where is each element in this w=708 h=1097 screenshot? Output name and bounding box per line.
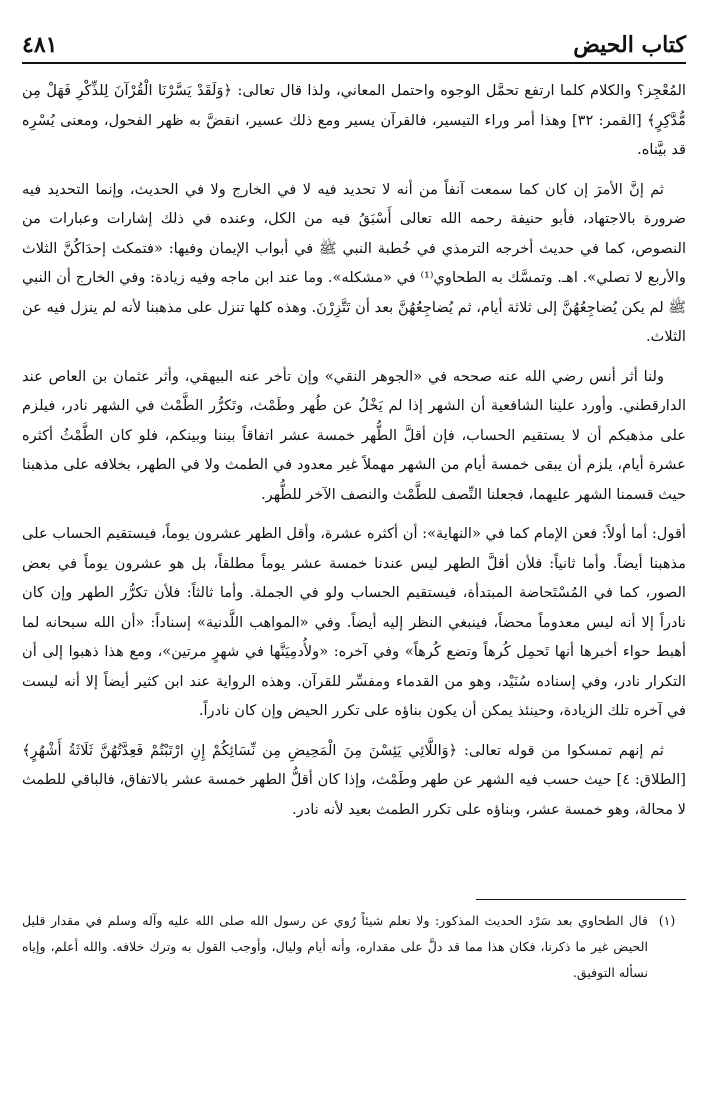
- footnote-text: قال الطحاوي بعد سَرْد الحديث المذكور: ولا نعلم شيئاً رُوي عن رسول الله صلى الله عليه وآله وسلم في مقدار قليل الحيض غير ما ذكرنا، فكان هذا مما قد دلَّ على مقداره، وأنه أيام وليال، وأوجب القول به وترك خلافه. والله أعلم، وإياه نسأله التوفيق.: [22, 913, 648, 980]
- footnote-marker: (١): [658, 913, 676, 928]
- footnote-separator: [476, 899, 686, 900]
- main-text: [22, 76, 686, 834]
- running-title: كتاب الحيض: [573, 32, 686, 58]
- paragraph-2: ثم إنَّ الأمرَ إن كان كما سمعت آنفاً من أنه لا تحديد فيه لا في الخارج ولا في الحديث، وإنما التحديد فيه ضرورة بالاجتهاد، فأبو حنيفة رحمه الله تعالى أَسْبَقُ فيه من الكل، وعنده في ذلك إشارات وعبارات من النصوص، كما في حديث أخرجه الترمذي في خُطبة النبي ﷺ في أبواب الإيمان وفيها: «فتمكث إحدَاكُنَّ الثلاث والأربع لا تصلي». اهـ. وتمسَّك به الطحاوي⁽¹⁾ في «مشكله». وما عند ابن ماجه وفيه زيادة: وفي الخارج أن النبي ﷺ لم يكن يُضاجِعُهُنَّ إلى ثلاثة أيام، ثم يُضاجِعُهُنَّ بعد أن تَتَّزِرْنَ. وهذه كلها تنزل على مذهبنا لأنه لم ينزل فيه عن الثلاث.: [22, 180, 686, 345]
- page-header: [22, 10, 686, 64]
- paragraph-5: ثم إنهم تمسكوا من قوله تعالى: ﴿وَاللَّائِي يَئِسْنَ مِنَ الْمَحِيضِ مِن نِّسَائِكُمْ إِنِ ارْتَبْتُمْ فَعِدَّتُهُنَّ ثَلَاثَةُ أَشْهُرٍ﴾ [الطلاق: ٤] حيث حسب فيه الشهر عن طهر وطَمْث، وإذا كان أقلُّ الطهر خمسة عشر بالاتفاق، فالباقي للطمث لا محالة، وهو خمسة عشر، وبناؤه على تكرر الطمث بعيد لأنه نادر.: [22, 741, 686, 818]
- paragraph-1: المُعْجِز؟ والكلام كلما ارتفع تحمَّل الوجوه واحتمل المعاني، ولذا قال تعالى: ﴿وَلَقَدْ يَسَّرْنَا الْقُرْآنَ لِلذِّكْرِ فَهَلْ مِن مُّدَّكِرٍ﴾ [القمر: ٣٢] وهذا أمر وراء التيسير، فالقرآن يسير ومع ذلك عسير، انقضَّ به ظهر الفحول، ومعنى يُسْرِه قد بيَّناه.: [22, 82, 686, 158]
- paragraph-4: أقول: أما أولاً: فعن الإمام كما في «النهاية»: أن أكثره عشرة، وأقل الطهر عشرون يوماً، فيستقيم الحساب على مذهبنا أيضاً. وأما ثانياً: فلأن أقلَّ الطهر ليس عندنا خمسة عشر يوماً مطلقاً، بل هو عشرون يوماً في بعض الصور، كما في المُسْتَحاضة المبتدأة، فيستقيم الحساب ولو في الجملة. وأما ثالثاً: فلأن تكرُّر الطهر وإن كان نادراً إلا أنه ليس معدوماً محضاً، فينبغي النظر إليه أيضاً. وفي «المواهب اللَّدنية» إسناداً: «أن الله سبحانه لما أهبط حواء أخبرها أنها تَحمِل كُرهاً وتضع كُرهاً» وفي آخره: «ولأُدمِيَنَّها في شهرٍ مرتين»، ومع هذا ذهبوا إلى أن التكرار نادر، وفي إسناده سُنَيْد، وهو من القدماء ومفسِّر للقرآن. وهذه الرواية عند ابن كثير أيضاً إلا أنه ليست في آخره تلك الزيادة، وحينئذ يمكن أن يكون بناؤه على تكرر الحيض وإن كان نادراً.: [22, 525, 686, 719]
- footnote: [22, 908, 686, 986]
- paragraph-3: ولنا أثر أنس رضي الله عنه صححه في «الجوهر النقي» وإن تأخر عنه البيهقي، وأثر عثمان بن العاص عند الدارقطني. وأورد علينا الشافعية أن الشهر إذا لم يَخْلُ عن طُهر وطَمْث، وتَكرُّر الطَّمْث في الشهر نادر، فيلزم على مذهبكم أن لا يستقيم الحساب، فإن أقلَّ الطُّهر خمسة عشر اتفاقاً بيننا وبينكم، فلو كان الطَّمْثُ أكثره عشرة أيام، يلزم أن يبقى خمسة أيام من الشهر مهملاً غير معدود في الطمث ولا في الطهر، بخلافه على مذهبنا حيث قسمنا الشهر عليهما، فجعلنا النِّصف للطَّمْث والنصف الآخر للطُّهر.: [22, 367, 686, 503]
- page-number: ٤٨١: [22, 32, 58, 58]
